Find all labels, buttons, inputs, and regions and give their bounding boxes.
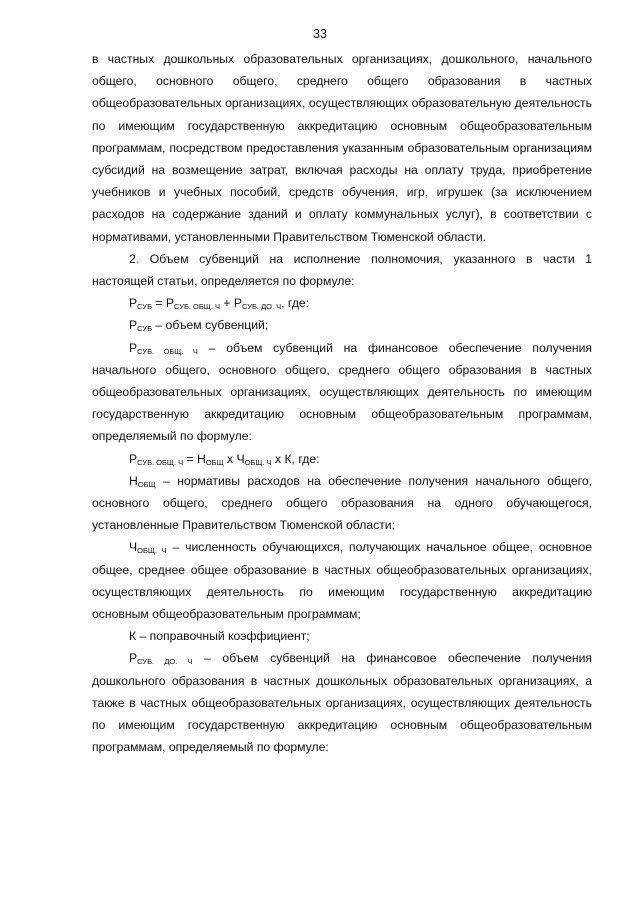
text-run: в частных дошкольных образовательных организациях, дошкольного, начального общего, основного общего, среднего общего образования в частных общеобразовательных организациях, осуществляющих образовательную деятельность по имеющим государственную аккредитацию основным общеобразовательным программам, посредством предоставления указанным образовательным организациям субсидий на возмещение затрат, включая расходы на оплату труда, приобретение учебников и учебных пособий, средств обучения, игр, игрушек (за исключением расходов на содержание зданий и оплату коммунальных услуг), в соответствии с нормативами, установленными Правительством Тюменской области. [92,52,592,244]
paragraph-f1 [92,292,592,314]
paragraph-p2 [92,248,592,292]
text-run: Ч [129,540,138,555]
paragraph-d1 [92,314,592,336]
subscript: СУБ [137,302,152,312]
text-run: , где: [281,296,310,311]
text-run: Н [129,473,138,488]
subscript: СУБ [137,324,152,334]
text-run: – объем субвенций на финансовое обеспечение получения дошкольного образования в частных дошкольных образовательных организациях, а также в частных общеобразовательных организациях, осуществляющих деятельность по имеющим государственную аккредитацию основным общеобразовательным программам, определяемый по формуле: [92,651,592,755]
paragraph-d3 [92,470,592,537]
text-run: Р [129,651,138,666]
subscript: ОБЩ. Ч [244,457,272,467]
subscript: СУБ. ОБЩ. Ч [174,302,221,312]
text-run: Р [129,318,138,333]
subscript: СУБ. ОБЩ. Ч [137,346,198,356]
document-body [92,48,592,759]
text-run: 2. Объем субвенций на исполнение полномочия, указанного в части 1 настоящей статьи, определяется по формуле: [92,251,592,289]
subscript: СУБ. ДО. Ч [242,302,282,312]
subscript: СУБ. ДО. Ч [137,657,193,667]
paragraph-d4 [92,536,592,625]
text-run: – численность обучающихся, получающих начальное общее, основное общее, среднее общее образование в частных общеобразовательных организациях, осуществляющих деятельность по имеющим государственную аккредитацию основным общеобразовательным программам; [92,540,592,622]
subscript: ОБЩ. Ч [137,546,167,556]
paragraph-f2 [92,448,592,470]
paragraph-p1 [92,48,592,248]
text-run: – объем субвенций; [152,318,269,333]
text-run: – объем субвенций на финансовое обеспечение получения начального общего, основного общего, среднего общего образования в частных общеобразовательных организациях, осуществляющих деятельность по имеющим государственную аккредитацию основным общеобразовательным программам, определяемый по формуле: [92,340,592,444]
text-run: х Ч [223,451,245,466]
subscript: ОБЩ [137,479,156,489]
text-run: + Р [220,296,243,311]
paragraph-d5 [92,625,592,647]
subscript: СУБ. ОБЩ. Ч [137,457,184,467]
text-run: К – поправочный коэффициент; [129,629,310,644]
paragraph-d2 [92,337,592,448]
text-run: = Н [183,451,206,466]
text-run: Р [129,451,138,466]
subscript: ОБЩ [205,457,224,467]
text-run: Р [129,296,138,311]
page-number: 33 [313,27,327,41]
text-run: – нормативы расходов на обеспечение получения начального общего, основного общего, среднего общего образования на одного обучающегося, установленные Правительством Тюменской области; [92,473,592,533]
paragraph-d6 [92,647,592,758]
text-run: Р [129,340,138,355]
text-run: = Р [152,296,175,311]
text-run: х К, где: [271,451,320,466]
